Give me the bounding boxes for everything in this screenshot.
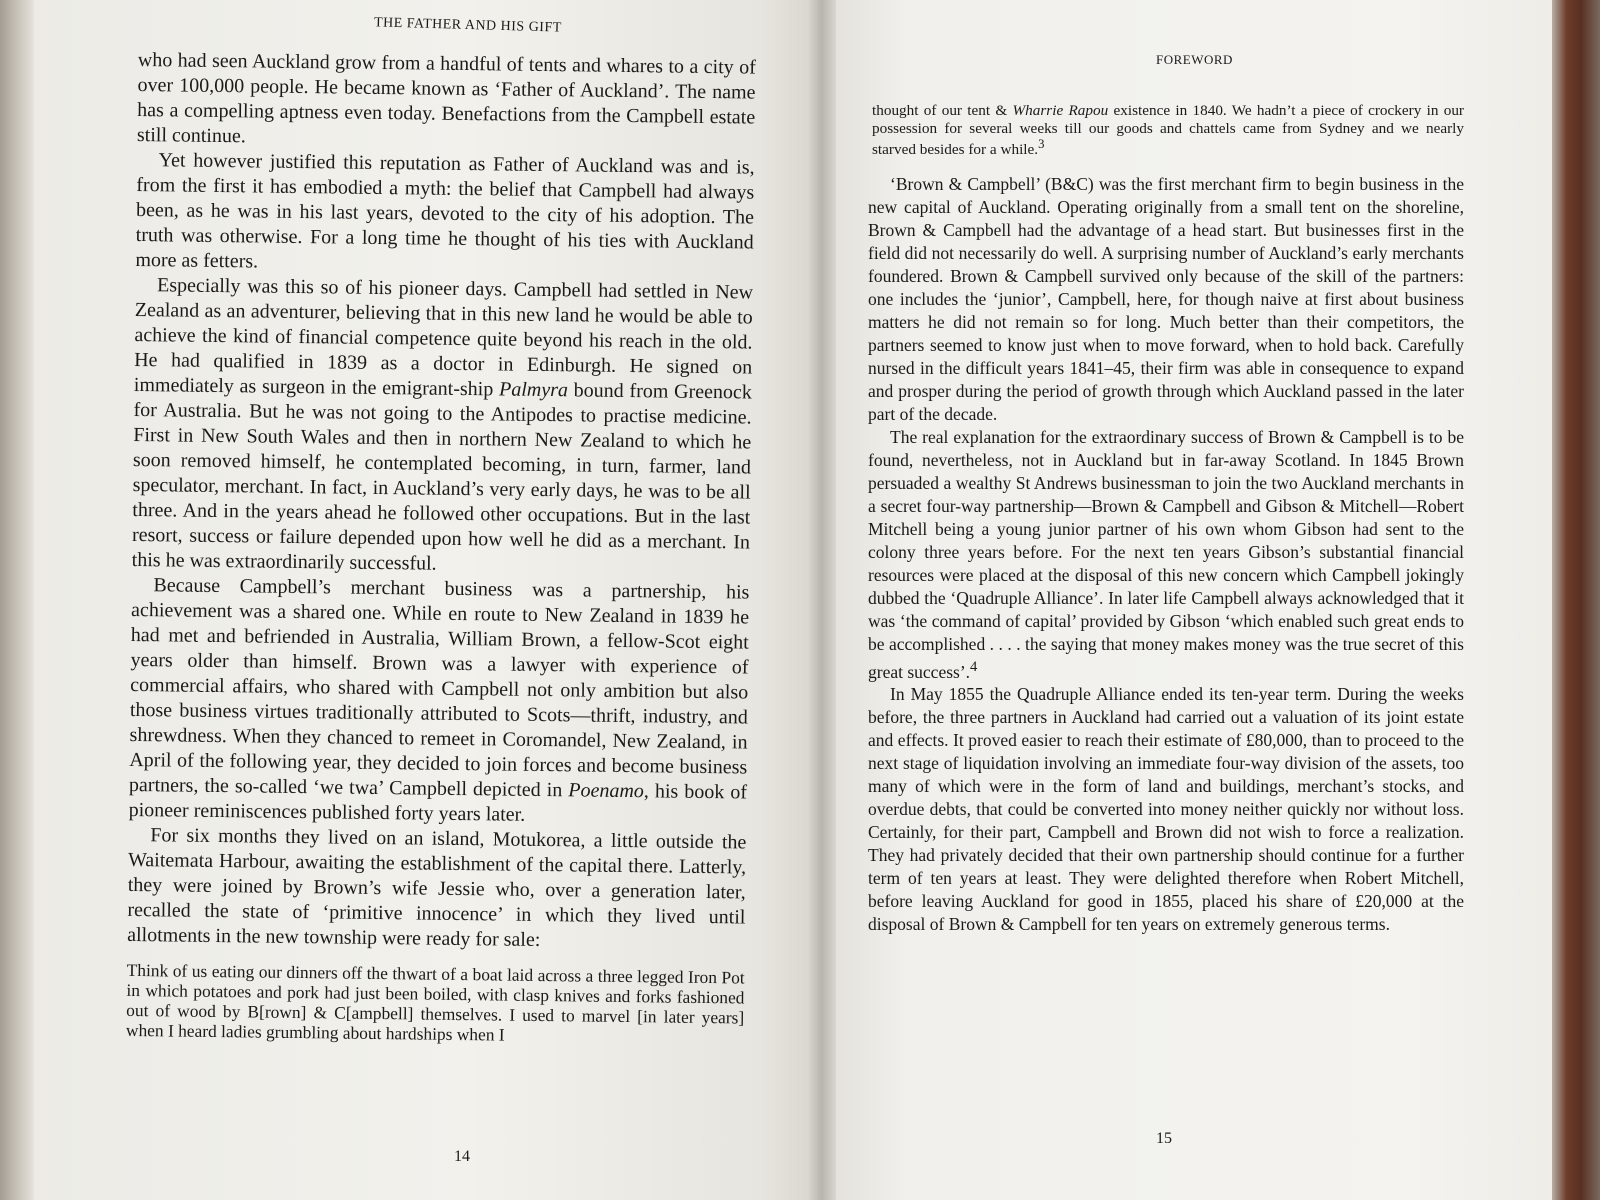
paragraph: ‘Brown & Campbell’ (B&C) was the first merchant firm to begin business in the new capital of Auckland. Operating originally from a small tent on the shoreline, Brown & Campbell had the advantage of a head start. But businesses first in the field did not necessarily do well. A surprising number of Auckland’s early merchants foundered. Brown & Campbell survived only because of the skill of the partners: one includes the ‘junior’, Campbell, here, for though naive at first about business matters he did not remain so for long. Much better than their competitors, the partners seemed to know just when to move forward, when to hold back. Carefully nursed in the difficult years 1841–45, their firm was able in consequence to expand and prosper during the period of growth through which Auckland passed in the later part of the decade. xyxy=(868,173,1464,424)
page-number-right: 15 xyxy=(1156,1130,1172,1147)
running-head-right: FOREWORD xyxy=(1156,52,1233,67)
block-quote: Think of us eating our dinners off the thwart of a boat laid across a three legged Iron Pot in which potatoes and pork had just been boiled, with clasp knives and forks fashioned out of wood by B[rown] & C[ampbell] themselves. I used to marvel [in later years] when I heard ladies grumbling about hardships when I xyxy=(125,959,745,1045)
right-page xyxy=(836,0,1552,1200)
left-page-body xyxy=(126,48,756,1060)
ship-name: Palmyra xyxy=(498,378,569,402)
left-page xyxy=(34,0,824,1200)
quote-italic: Wharrie Rapou xyxy=(1012,102,1109,119)
paragraph: In May 1855 the Quadruple Alliance ended its ten-year term. During the weeks before, the three partners in Auckland had carried out a valuation of its joint estate and effects. It proved easier to reach their estimate of £80,000, than to proceed to the next stage of liquidation involving an immediate four-way division of the assets, too many of which were in the form of land and buildings, merchant’s stocks, and overdue debts, that could be converted into money neither quickly nor without loss. Certainly, for their part, Campbell and Brown did not wish to force a realization. They had privately decided that their own partnership should continue for a further term of ten years at least. They were delighted therefore when Robert Mitchell, before leaving Auckland for good in 1855, placed his share of £20,000 at the disposal of Brown & Campbell for ten years on extremely generous terms. xyxy=(868,684,1464,935)
footnote-marker: 3 xyxy=(1038,137,1045,151)
paragraph-text: Especially was this so of his pioneer days. Campbell had settled in New Zealand as an adventurer, believing that in this new land he would be able to achieve the kind of financial competence quite beyond his reach in the old. He had qualified in 1839 as a doctor in Edinburgh. He signed on immediately as surgeon in the emigrant-ship xyxy=(133,274,754,401)
quote-text: existence in 1840. We hadn’t a piece of crockery in our possession for several weeks till our goods and chattels came from Sydney and we nearly starved besides for a while. xyxy=(872,102,1464,159)
book-title: Poenamo xyxy=(568,779,645,803)
footnote-marker: 4 xyxy=(970,658,978,675)
paragraph-text: bound from Greenock for Australia. But he was not going to the Antipodes to practise medicine. First in New South Wales and then in northern New Zealand to which he soon removed himself, he contemplated becoming, in turn, farmer, land speculator, merchant. In fact, in Auckland’s very early days, he was to be all three. And in the years ahead he followed other occupations. But in the last resort, success or failure depended upon how well he did as a merchant. In this he was extraordinarily successful. xyxy=(131,379,752,575)
running-head-left: THE FATHER AND HIS GIFT xyxy=(373,15,562,36)
paragraph: For six months they lived on an island, Motukorea, a little outside the Waitemata Harbour, awaiting the establishment of the capital there. Latterly, they were joined by Brown’s wife Jessie who, over a generation later, recalled the state of ‘primitive innocence’ in which they lived until allotments in the new township were ready for sale: xyxy=(127,824,747,951)
paragraph xyxy=(132,273,754,581)
page-number-left: 14 xyxy=(454,1148,470,1165)
paragraph: who had seen Auckland grow from a handful of tents and whares to a city of over 100,000 people. He became known as ‘Father of Auckland’. The name has a compelling aptness even today. Benefactions from the Campbell estate still continue. xyxy=(136,48,756,148)
paragraph-text: The real explanation for the extraordinary success of Brown & Campbell is to be found, nevertheless, not in Auckland but in far-away Scotland. In 1845 Brown persuaded a wealthy St Andrews businessman to join the two Auckland merchants in a secret four-way partnership—Brown & Campbell and Gibson & Mitchell—Robert Mitchell being a young junior partner of his own whom Gibson had sent to the colony three years before. For the next ten years Gibson’s substantial financial resources were placed at the disposal of this new concern which Campbell jokingly dubbed the ‘Quadruple Alliance’. In later life Campbell always acknowledged that it was ‘the command of capital’ provided by Gibson ‘which enabled such great ends to be accomplished . . . . the saying that money makes money was the true secret of this great success’. xyxy=(868,426,1464,682)
paragraph xyxy=(868,426,1464,684)
block-quote-continued xyxy=(872,102,1464,159)
paragraph xyxy=(129,573,750,831)
book-cover-edge xyxy=(1552,0,1600,1200)
quote-text: thought of our tent & xyxy=(872,102,1008,119)
right-page-body xyxy=(868,102,1464,936)
paragraph-text: , his book of pioneer reminiscences published forty years later. xyxy=(128,780,748,826)
paragraph: Yet however justified this reputation as Father of Auckland was and is, from the first it has embodied a myth: the belief that Campbell had always been, as he was in his last years, devoted to the city of his adoption. The truth was otherwise. For a long time he thought of his ties with Auckland more as fetters. xyxy=(135,149,755,273)
paragraph-text: Because Campbell’s merchant business was a partnership, his achievement was a shared one. While en route to New Zealand in 1839 he had met and befriended in Australia, William Brown, a fellow-Scot eight years older than himself. Brown was a lawyer with experience of commercial affairs, who shared with Campbell not only ambition but also those business virtues traditionally attributed to Scots—thrift, industry, and shrewdness. When they chanced to remeet in Coromandel, New Zealand, in April of the following year, they decided to join forces and become business partners, the so-called ‘we twa’ Campbell depicted in xyxy=(128,574,750,802)
